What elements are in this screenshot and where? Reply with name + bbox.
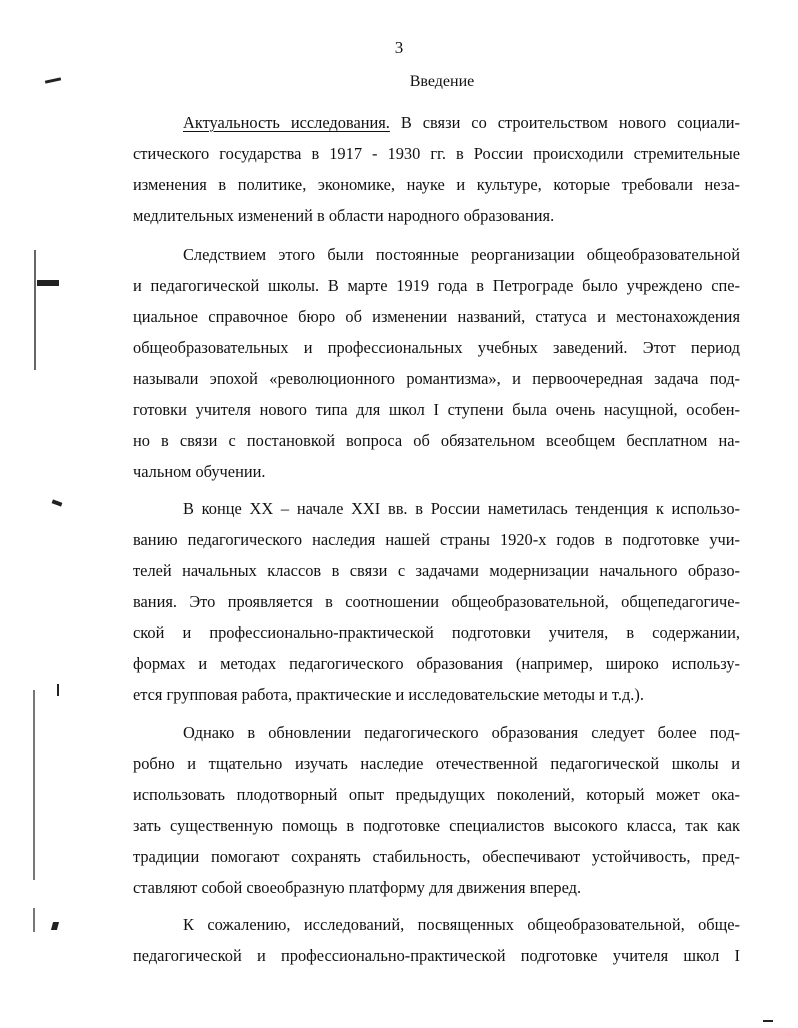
- page-title: Введение: [409, 73, 475, 90]
- text-line: медлительных изменений в области народного образования.: [133, 206, 555, 225]
- text-line: традиции помогают сохранять стабильность, обеспечивают устойчивость, пред-: [133, 847, 740, 866]
- scan-mark: [34, 250, 36, 370]
- text-line: циальное справочное бюро об изменении названий, статуса и местонахождения: [133, 307, 740, 326]
- text-line: ской и профессионально-практической подготовки учителя, в содержании,: [133, 623, 740, 642]
- relevance-lead: Актуальность исследования.: [183, 113, 390, 132]
- text-line: Актуальность исследования. В связи со строительством нового социали-: [183, 113, 740, 132]
- text-line: и педагогической школы. В марте 1919 года в Петрограде было учреждено спе-: [133, 276, 740, 295]
- text-line: телей начальных классов в связи с задачами модернизации начального образо-: [133, 561, 740, 580]
- text-line: робно и тщательно изучать наследие отечественной педагогической школы и: [133, 754, 740, 773]
- scan-mark: [52, 499, 63, 506]
- text-line: педагогической и профессионально-практической подготовке учителя школ I: [133, 946, 740, 965]
- text-line: ставляют собой своеобразную платформу для движения вперед.: [133, 878, 582, 897]
- text-line: общеобразовательных и профессиональных учебных заведений. Этот период: [133, 338, 740, 357]
- text-line: ется групповая работа, практические и исследовательские методы и т.д.).: [133, 685, 644, 704]
- text-line: стического государства в 1917 - 1930 гг. в России происходили стремительные: [133, 144, 740, 163]
- scan-mark: [57, 684, 59, 696]
- text-line: использовать плодотворный опыт предыдущих поколений, который может ока-: [133, 785, 740, 804]
- text-line: вания. Это проявляется в соотношении общеобразовательной, общепедагогиче-: [133, 592, 740, 611]
- text-line: называли эпохой «революционного романтизма», и первоочередная задача под-: [133, 369, 740, 388]
- text-line: ванию педагогического наследия нашей страны 1920-х годов в подготовке учи-: [133, 530, 740, 549]
- text-line: формах и методах педагогического образования (например, широко использу-: [133, 654, 740, 673]
- text-line: В конце XX – начале XXI вв. в России наметилась тенденция к использо-: [183, 499, 740, 518]
- scan-mark: [51, 922, 59, 930]
- scan-mark: [763, 1020, 773, 1022]
- scan-mark: [37, 280, 59, 286]
- text-line: чальном обучении.: [133, 462, 266, 481]
- page-number: 3: [394, 38, 404, 57]
- text-line: Следствием этого были постоянные реорганизации общеобразовательной: [183, 245, 740, 264]
- text-line: готовки учителя нового типа для школ I ступени была очень насущной, особен-: [133, 400, 740, 419]
- scan-mark: [33, 908, 35, 932]
- text-line: Однако в обновлении педагогического образования следует более под-: [183, 723, 740, 742]
- text-line: изменения в политике, экономике, науке и культуре, которые требовали неза-: [133, 175, 740, 194]
- scan-mark: [33, 690, 35, 880]
- text-line: зать существенную помощь в подготовке специалистов высокого класса, так как: [133, 816, 740, 835]
- text-line: К сожалению, исследований, посвященных общеобразовательной, обще-: [183, 915, 740, 934]
- text-line: но в связи с постановкой вопроса об обязательном всеобщем бесплатном на-: [133, 431, 740, 450]
